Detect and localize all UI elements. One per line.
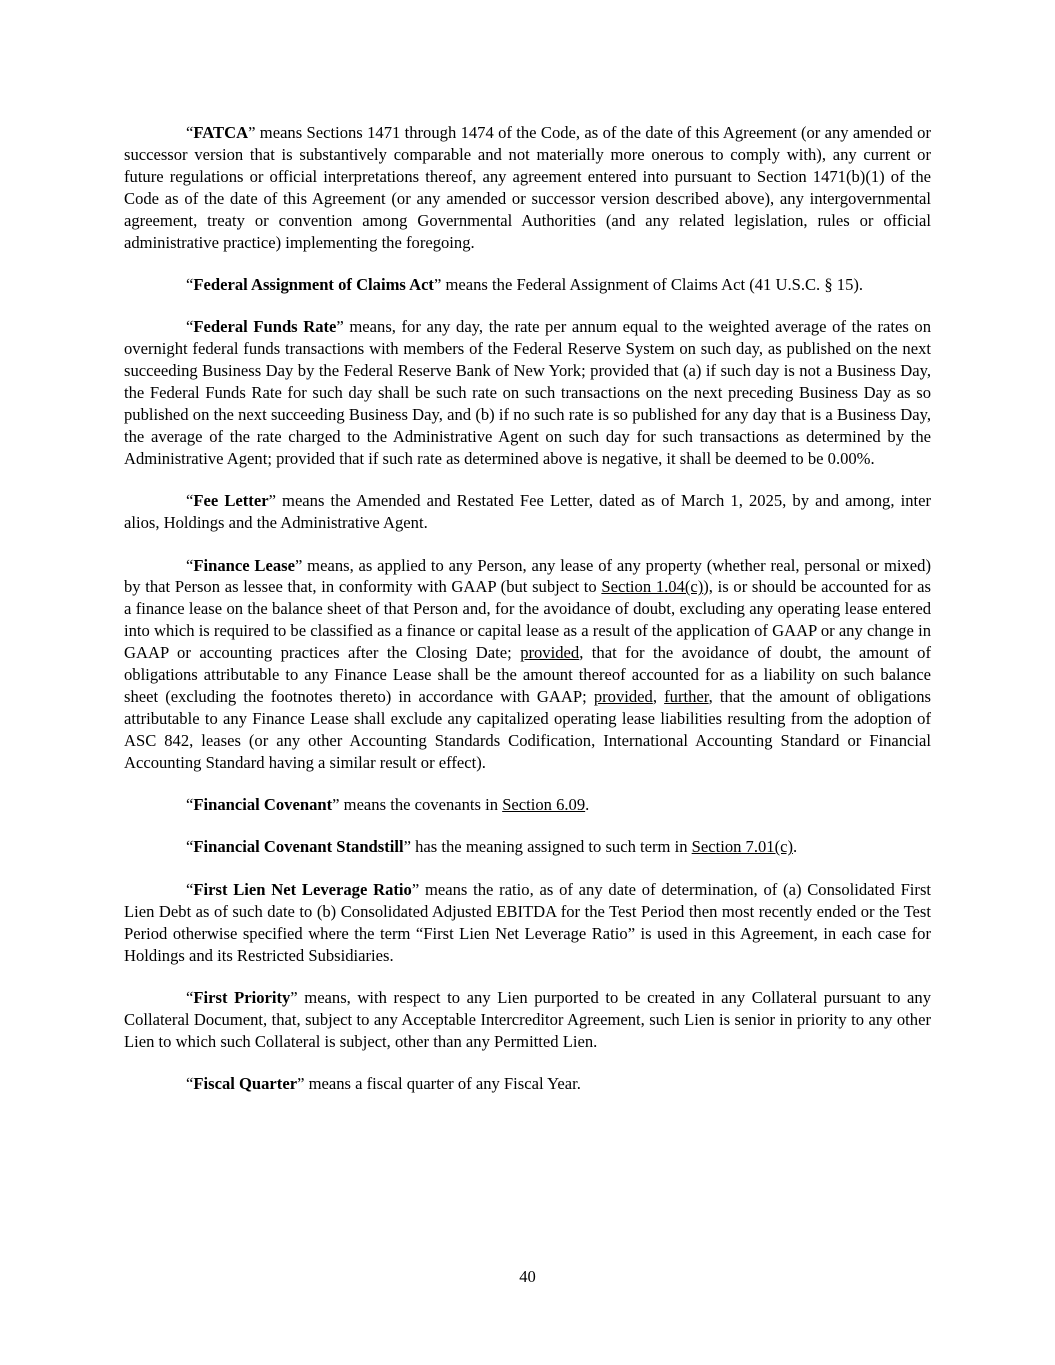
section-reference-link[interactable]: Section 6.09 <box>502 795 586 815</box>
definition-text: means the Federal Assignment of Claims Act (41 U.S.C. § 15). <box>441 274 864 294</box>
definition-finance-lease: “Finance Lease” means, as applied to any Person, any lease of any property (whether real, personal or mixed) by that Person as lessee that, in conformity with GAAP (but subject to Section 1.04(c)), is or should be accounted for as a finance lease on the balance sheet of that Person and, for the avoidance of doubt, excluding any operating lease entered into which is required to be classified as a finance or capital lease as a result of the application of GAAP or any change in GAAP or accounting practices after the Closing Date; provided, that for the avoidance of doubt, the amount of obligations attributable to any Finance Lease shall be the amount thereof accounted for as a liability on such balance sheet (excluding the footnotes thereto) in accordance with GAAP; provided, further, that the amount of obligations attributable to any Finance Lease shall exclude any capitalized operating lease liabilities resulting from the adoption of ASC 842, leases (or any other Accounting Standards Codification, International Accounting Standard or Financial Accounting Standard having a similar result or effect). <box>124 555 931 772</box>
definition-text: ), is or should be accounted for as a finance lease on the balance sheet of that Person and, for the avoidance of doubt, excluding any operating lease entered into which is required to be classified as a finance or capital lease as a result of the application of GAAP or any change in GAAP or accounting practices after the Closing Date; <box>124 577 931 663</box>
definition-text: , that the amount of obligations attributable to any Finance Lease shall exclude any capitalized operating lease liabilities resulting from the adoption of ASC 842, leases (or any other Accounting Standards Codification, International Accounting Standard or Financial Accounting Standard having a similar result or effect). <box>124 686 931 772</box>
definition-text: , that for the avoidance of doubt, the amount of obligations attributable to any Finance Lease shall be the amount thereof accounted for as a liability on such balance sheet (excluding the footnotes thereto) in accordance with GAAP; <box>124 643 931 706</box>
defined-term: FATCA <box>193 123 249 142</box>
definition-text: means a fiscal quarter of any Fiscal Year. <box>304 1074 581 1094</box>
provided-qualifier: provided <box>593 686 653 706</box>
definition-text: has the meaning assigned to such term in <box>410 837 692 857</box>
section-reference-link[interactable]: Section 1.04(c) <box>601 577 704 597</box>
definition-text: . <box>585 795 590 815</box>
definition-fee-letter: “Fee Letter” means the Amended and Restated Fee Letter, dated as of March 1, 2025, by and among, inter alios, Holdings and the Administrative Agent. <box>124 491 931 533</box>
definition-federal-assignment-of-claims-act: “Federal Assignment of Claims Act” means the Federal Assignment of Claims Act (41 U.S.C. § 15). <box>186 274 864 294</box>
definition-text: means, with respect to any Lien purported to be created in any Collateral pursuant to any Collateral Document, that, subject to any Acceptable Intercreditor Agreement, such Lien is senior in priority to any other Lien to which such Collateral is subject, other than any Permitted Lien. <box>124 988 931 1051</box>
section-reference-link[interactable]: Section 7.01(c) <box>691 837 794 857</box>
defined-term: Financial Covenant Standstill <box>193 837 404 857</box>
definition-financial-covenant: “Financial Covenant” means the covenants in Section 6.09. <box>186 795 590 815</box>
defined-term: Federal Funds Rate <box>193 317 337 337</box>
definition-text: . <box>793 837 798 857</box>
further-qualifier: further <box>664 686 709 706</box>
provided-qualifier: provided <box>520 643 580 663</box>
defined-term: Financial Covenant <box>193 795 333 815</box>
definition-fiscal-quarter: “Fiscal Quarter” means a fiscal quarter of any Fiscal Year. <box>186 1074 581 1094</box>
defined-term: First Priority <box>193 988 291 1007</box>
page-number: 40 <box>519 1267 536 1286</box>
definition-first-priority: “First Priority” means, with respect to any Lien purported to be created in any Collateral pursuant to any Collateral Document, that, subject to any Acceptable Intercreditor Agreement, such Lien is senior in priority to any other Lien to which such Collateral is subject, other than any Permitted Lien. <box>124 988 931 1051</box>
definition-financial-covenant-standstill: “Financial Covenant Standstill” has the meaning assigned to such term in Section 7.01(c). <box>186 837 798 857</box>
definition-text: means, for any day, the rate per annum equal to the weighted average of the rates on overnight federal funds transactions with members of the Federal Reserve System on such day, as published on the next succeeding Business Day by the Federal Reserve Bank of New York; provided that (a) if such day is not a Business Day, the Federal Funds Rate for such day shall be such rate on such transactions on the next preceding Business Day as so published on the next succeeding Business Day, and (b) if no such rate is so published for any day that is a Business Day, the average of the rate charged to the Administrative Agent on such day for such transactions as determined by the Administrative Agent; provided that if such rate as determined above is negative, it shall be deemed to be 0.00%. <box>124 317 931 468</box>
defined-term: Fiscal Quarter <box>193 1074 298 1094</box>
defined-term: Federal Assignment of Claims Act <box>193 274 434 294</box>
definition-text: , <box>652 686 665 706</box>
defined-term: Finance Lease <box>193 555 295 575</box>
document-body <box>124 122 931 1116</box>
definition-federal-funds-rate: “Federal Funds Rate” means, for any day, the rate per annum equal to the weighted average of the rates on overnight federal funds transactions with members of the Federal Reserve System on such day, as published on the next succeeding Business Day by the Federal Reserve Bank of New York; provided that (a) if such day is not a Business Day, the Federal Funds Rate for such day shall be such rate on such transactions on the next preceding Business Day as so published on the next succeeding Business Day, and (b) if no such rate is so published for any day that is a Business Day, the average of the rate charged to the Administrative Agent on such day for such transactions as determined by the Administrative Agent; provided that if such rate as determined above is negative, it shall be deemed to be 0.00%. <box>124 317 931 468</box>
defined-term: Fee Letter <box>193 491 269 511</box>
defined-term: First Lien Net Leverage Ratio <box>193 879 412 899</box>
definition-text: means, as applied to any Person, any lease of any property (whether real, personal or mixed) by that Person as lessee that, in conformity with GAAP (but subject to <box>124 555 931 597</box>
definition-first-lien-net-leverage-ratio: “First Lien Net Leverage Ratio” means the ratio, as of any date of determination, of (a) Consolidated First Lien Debt as of such date to (b) Consolidated Adjusted EBITDA for the Test Period then most recently ended or the Test Period otherwise specified where the term “First Lien Net Leverage Ratio” is used in this Agreement, in each case for Holdings and its Restricted Subsidiaries. <box>124 879 932 965</box>
definition-text: means the ratio, as of any date of determination, of (a) Consolidated First Lien Debt as of such date to (b) Consolidated Adjusted EBITDA for the Test Period then most recently ended or the Test Period otherwise specified where the term “First Lien Net Leverage Ratio” is used in this Agreement, in each case for Holdings and its Restricted Subsidiaries. <box>124 879 932 965</box>
definition-text: means the covenants in <box>339 795 503 815</box>
definition-text: means the Amended and Restated Fee Letter, dated as of March 1, 2025, by and among, inter alios, Holdings and the Administrative Agent. <box>124 491 931 533</box>
definition-text: means Sections 1471 through 1474 of the Code, as of the date of this Agreement (or any amended or successor version that is substantively comparable and not materially more onerous to comply with), any current or future regulations or official interpretations thereof, any agreement entered into pursuant to Section 1471(b)(1) of the Code as of the date of this Agreement (or any amended or successor version described above), any intergovernmental agreement, treaty or convention among Governmental Authorities (and any related legislation, rules or official administrative practice) implementing the foregoing. <box>124 123 931 252</box>
definition-fatca: “FATCA” means Sections 1471 through 1474 of the Code, as of the date of this Agreement (or any amended or successor version that is substantively comparable and not materially more onerous to comply with), any current or future regulations or official interpretations thereof, any agreement entered into pursuant to Section 1471(b)(1) of the Code as of the date of this Agreement (or any amended or successor version described above), any intergovernmental agreement, treaty or convention among Governmental Authorities (and any related legislation, rules or official administrative practice) implementing the foregoing. <box>124 123 931 252</box>
